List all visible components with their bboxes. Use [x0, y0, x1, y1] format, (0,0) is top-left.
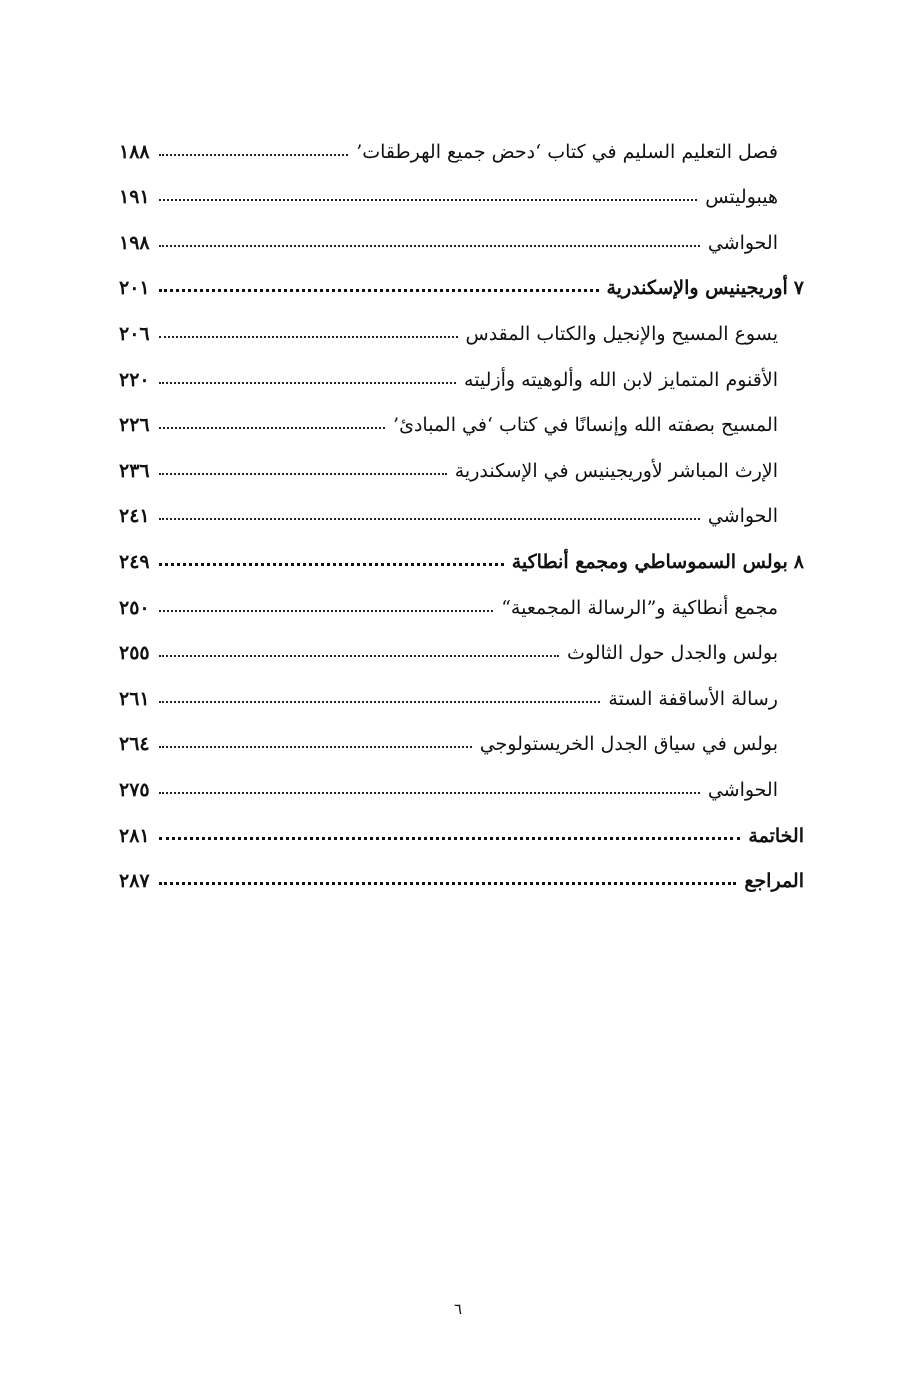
- toc-entry-row: [119, 435, 804, 481]
- dot-leader: [159, 792, 700, 794]
- toc-entry-title: [501, 596, 778, 619]
- toc-entry-text: الخاتمة: [748, 824, 804, 847]
- toc-page-number: ٢٦٤: [119, 733, 150, 756]
- toc-entry-text: أوريجينيس والإسكندرية: [606, 277, 788, 300]
- toc-page-number: ٢٢٦: [119, 414, 150, 437]
- toc-page-number: ٢٠٦: [119, 322, 150, 345]
- toc-entry-title: [465, 322, 779, 345]
- table-of-contents: [119, 116, 804, 891]
- dot-leader: [159, 882, 736, 885]
- chapter-number: ٨: [793, 550, 804, 573]
- toc-page-number: ١٨٨: [119, 140, 150, 163]
- toc-entry-title: [707, 778, 778, 801]
- dot-leader: [159, 473, 447, 475]
- toc-page-number: ٢٨١: [119, 824, 150, 847]
- toc-chapter-row: [119, 253, 804, 299]
- dot-leader: [159, 336, 458, 338]
- toc-page-number: ١٩٨: [119, 231, 150, 254]
- toc-chapter-row: [119, 846, 804, 892]
- toc-entry-row: [119, 344, 804, 390]
- toc-entry-text: رسالة الأساقفة الستة: [608, 687, 778, 710]
- dot-leader: [159, 518, 700, 520]
- toc-entry-title: [608, 687, 778, 710]
- toc-entry-title: [567, 644, 778, 663]
- toc-page-number: ٢٢٠: [119, 368, 150, 391]
- toc-entry-text: الحواشي: [707, 778, 778, 801]
- dot-leader: [159, 563, 504, 566]
- toc-page-number: ٢٥٥: [119, 642, 150, 665]
- toc-entry-title: [748, 824, 804, 847]
- toc-entry-row: [119, 663, 804, 709]
- toc-entry-text: الأقنوم المتمايز لابن الله وألوهيته وأزليته: [464, 368, 778, 391]
- dot-leader: [159, 701, 600, 703]
- toc-entry-row: [119, 207, 804, 253]
- toc-entry-title: [480, 735, 778, 754]
- toc-entry-text: بولس في سياق الجدل الخريستولوجي: [479, 733, 778, 756]
- toc-entry-text: بولس والجدل حول الثالوث: [567, 642, 778, 665]
- toc-entry-text: الإرث المباشر لأوريجينيس في الإسكندرية: [454, 459, 778, 482]
- toc-entry-text: فصل التعليم السليم في كتاب ‘دحض جميع الهرطقات’: [356, 140, 778, 163]
- dot-leader: [159, 427, 385, 429]
- toc-entry-title: [705, 188, 778, 207]
- toc-entry-title: [356, 140, 778, 163]
- toc-entry-text: الحواشي: [707, 505, 778, 528]
- toc-entry-row: [119, 618, 804, 664]
- toc-entry-row: [119, 298, 804, 344]
- toc-entry-title: [607, 279, 805, 298]
- toc-entry-text: الحواشي: [707, 231, 778, 254]
- dot-leader: [159, 245, 700, 247]
- toc-page-number: ٢٤٩: [119, 550, 150, 573]
- toc-page-number: ٢٧٥: [119, 778, 150, 801]
- toc-chapter-row: [119, 800, 804, 846]
- toc-entry-text: مجمع أنطاكية و”الرسالة المجمعية“: [501, 596, 778, 619]
- toc-page-number: ٢٤١: [119, 505, 150, 528]
- toc-entry-row: [119, 709, 804, 755]
- toc-entry-title: [464, 368, 778, 391]
- dot-leader: [159, 154, 348, 156]
- toc-entry-title: [744, 872, 804, 891]
- toc-entry-title: [707, 231, 778, 254]
- toc-page-number: ٢٦١: [119, 687, 150, 710]
- toc-entry-title: [708, 507, 778, 526]
- dot-leader: [159, 655, 559, 657]
- toc-entry-row: [119, 572, 804, 618]
- toc-entry-title: [511, 550, 804, 573]
- toc-entry-title: [393, 416, 778, 435]
- toc-entry-row: [119, 754, 804, 800]
- toc-entry-text: هيبوليتس: [705, 186, 778, 209]
- dot-leader: [159, 837, 740, 840]
- dot-leader: [159, 289, 599, 292]
- toc-entry-text: المسيح بصفته الله وإنسانًا في كتاب ‘في المبادئ’: [393, 414, 778, 437]
- dot-leader: [159, 382, 456, 384]
- toc-entry-row: [119, 390, 804, 436]
- toc-chapter-row: [119, 526, 804, 572]
- toc-entry-text: بولس السموساطي ومجمع أنطاكية: [511, 550, 788, 573]
- dot-leader: [159, 746, 472, 748]
- toc-entry-row: [119, 116, 804, 162]
- toc-entry-text: المراجع: [744, 870, 804, 893]
- toc-page-number: ٢٠١: [119, 277, 150, 300]
- dot-leader: [159, 199, 697, 201]
- chapter-number: ٧: [793, 277, 804, 300]
- toc-entry-title: [454, 459, 778, 482]
- toc-page-number: ٢٥٠: [119, 596, 150, 619]
- dot-leader: [159, 610, 493, 612]
- toc-entry-row: [119, 162, 804, 208]
- toc-page-number: ٢٣٦: [119, 459, 150, 482]
- toc-entry-text: يسوع المسيح والإنجيل والكتاب المقدس: [465, 322, 778, 345]
- toc-entry-row: [119, 481, 804, 527]
- toc-page-number: ٢٨٧: [119, 870, 150, 893]
- page-number-footer: ٦: [453, 1300, 463, 1318]
- toc-page-number: ١٩١: [119, 186, 150, 209]
